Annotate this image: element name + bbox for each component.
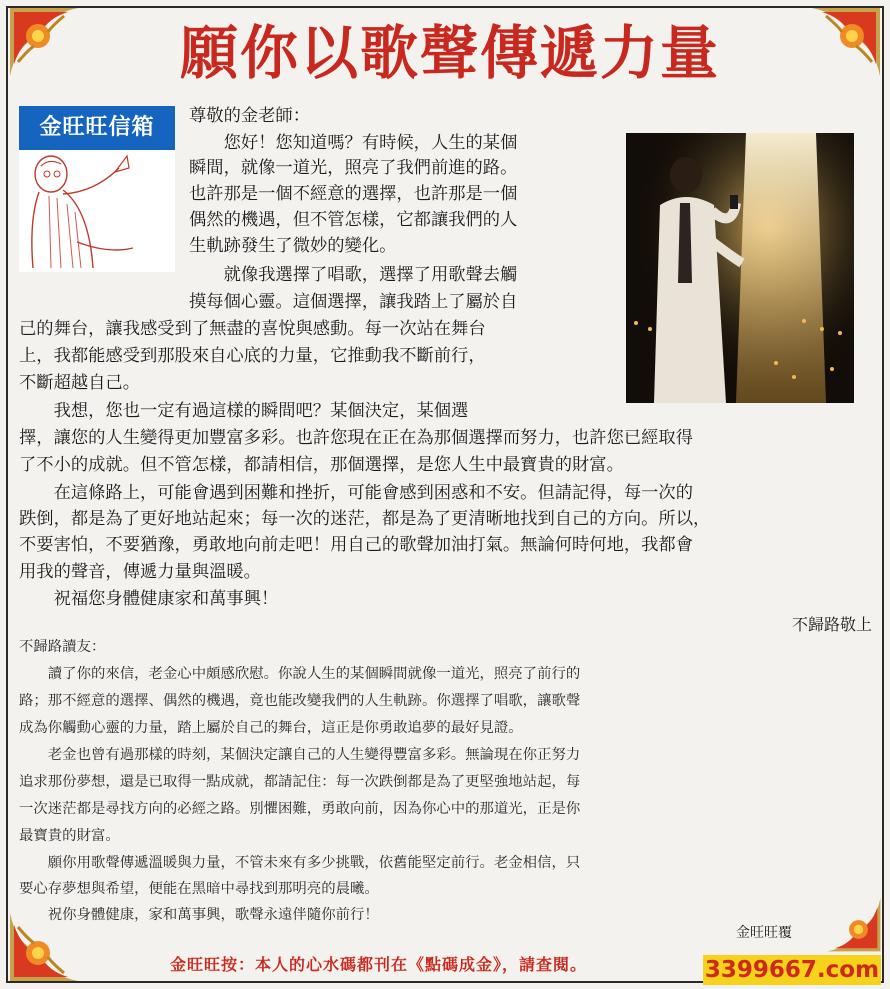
letter-line: 不斷超越自己。 <box>19 373 140 393</box>
reply-line: 老金也曾有過那樣的時刻，某個決定讓自己的人生變得豐富多彩。無論現在你正努力 <box>19 747 581 763</box>
reply-line: 讀了你的來信，老金心中頗感欣慰。你說人生的某個瞬間就像一道光，照亮了前行的 <box>19 666 581 682</box>
reply-line: 追求那份夢想，還是已取得一點成就，都請記住：每一次跌倒都是為了更堅強地站起，每 <box>19 774 581 790</box>
letter-line: 上，我都能感受到那股來自心底的力量，它推動我不斷前行， <box>19 346 486 366</box>
letter-line: 擇，讓您的人生變得更加豐富多彩。也許您現在正在為那個選擇而努力，也許您已經取得 <box>19 428 693 448</box>
reply-line: 祝你身體健康，家和萬事興，歌聲永遠伴隨你前行！ <box>19 907 379 923</box>
letter-line: 用我的聲音，傳遞力量與溫暖。 <box>19 562 261 582</box>
reply-greeting: 不歸路讀友： <box>19 639 106 655</box>
letter-line: 也許那是一個不經意的選擇，也許那是一個 <box>189 184 518 204</box>
letter-signature: 不歸路敬上 <box>791 615 872 634</box>
reply-line: 成為你觸動心靈的力量，踏上屬於自己的舞台，這正是你勇敢追夢的最好見證。 <box>19 720 523 736</box>
letter-line: 偶然的機遇，但不管怎樣，它都讓我們的人 <box>189 210 518 230</box>
reply-line: 要心存夢想與希望，便能在黑暗中尋找到那明亮的晨曦。 <box>19 881 379 897</box>
letter-line: 就像我選擇了唱歌，選擇了用歌聲去觸 <box>189 265 518 285</box>
corner-ornament-icon <box>8 6 82 80</box>
letter-line: 我想，您也一定有過這樣的瞬間吧？某個決定，某個選 <box>19 401 469 421</box>
letter-line: 在這條路上，可能會遇到困難和挫折，可能會感到困惑和不安。但請記得，每一次的 <box>19 483 693 503</box>
letter-line: 您好！您知道嗎？有時候，人生的某個 <box>189 133 518 153</box>
page-title: 願你以歌聲傳遞力量 <box>179 19 720 87</box>
singer-photo <box>626 133 854 403</box>
letter-line: 己的舞台，讓我感受到了無盡的喜悅與感動。每一次站在舞台 <box>19 319 486 339</box>
letter-greeting: 尊敬的金老師： <box>189 106 310 126</box>
letter-line: 跌倒，都是為了更好地站起來；每一次的迷茫，都是為了更清晰地找到自己的方向。所以， <box>19 509 711 529</box>
corner-ornament-icon <box>808 6 882 80</box>
badge-label: 金旺旺信箱 <box>19 106 175 150</box>
cartoon-teacher-icon <box>19 150 175 272</box>
letter-line: 不要害怕，不要猶豫，勇敢地向前走吧！用自己的歌聲加油打氣。無論何時何地，我都會 <box>19 535 693 555</box>
site-watermark: 3399667.com <box>704 957 880 983</box>
reply-signature: 金旺旺覆 <box>736 925 792 941</box>
reply-line: 願你用歌聲傳遞溫暖與力量，不管未來有多少挑戰，依舊能堅定前行。老金相信，只 <box>19 855 581 871</box>
letter-line: 生軌跡發生了微妙的變化。 <box>189 236 397 256</box>
letter-line: 瞬間，就像一道光，照亮了我們前進的路。 <box>189 158 518 178</box>
corner-ornament-icon <box>824 895 882 953</box>
letter-line: 摸每個心靈。這個選擇，讓我踏上了屬於自 <box>189 292 518 312</box>
reply-line: 最寶貴的財富。 <box>19 828 120 844</box>
reply-line: 一次迷茫都是尋找方向的必經之路。別懼困難，勇敢向前，因為你心中的那道光，正是你 <box>19 801 581 817</box>
footer-note: 金旺旺按：本人的心水碼都刊在《點碼成金》，請查閱。 <box>170 955 588 974</box>
mailbox-badge <box>19 106 175 272</box>
reply-line: 路；那不經意的選擇、偶然的機遇，竟也能改變我們的人生軌跡。你選擇了唱歌，讓歌聲 <box>19 693 581 709</box>
letter-line: 了不小的成就。但不管怎樣，都請相信，那個選擇，是您人生中最寶貴的財富。 <box>19 455 624 475</box>
letter-line: 祝福您身體健康家和萬事興！ <box>19 589 279 609</box>
